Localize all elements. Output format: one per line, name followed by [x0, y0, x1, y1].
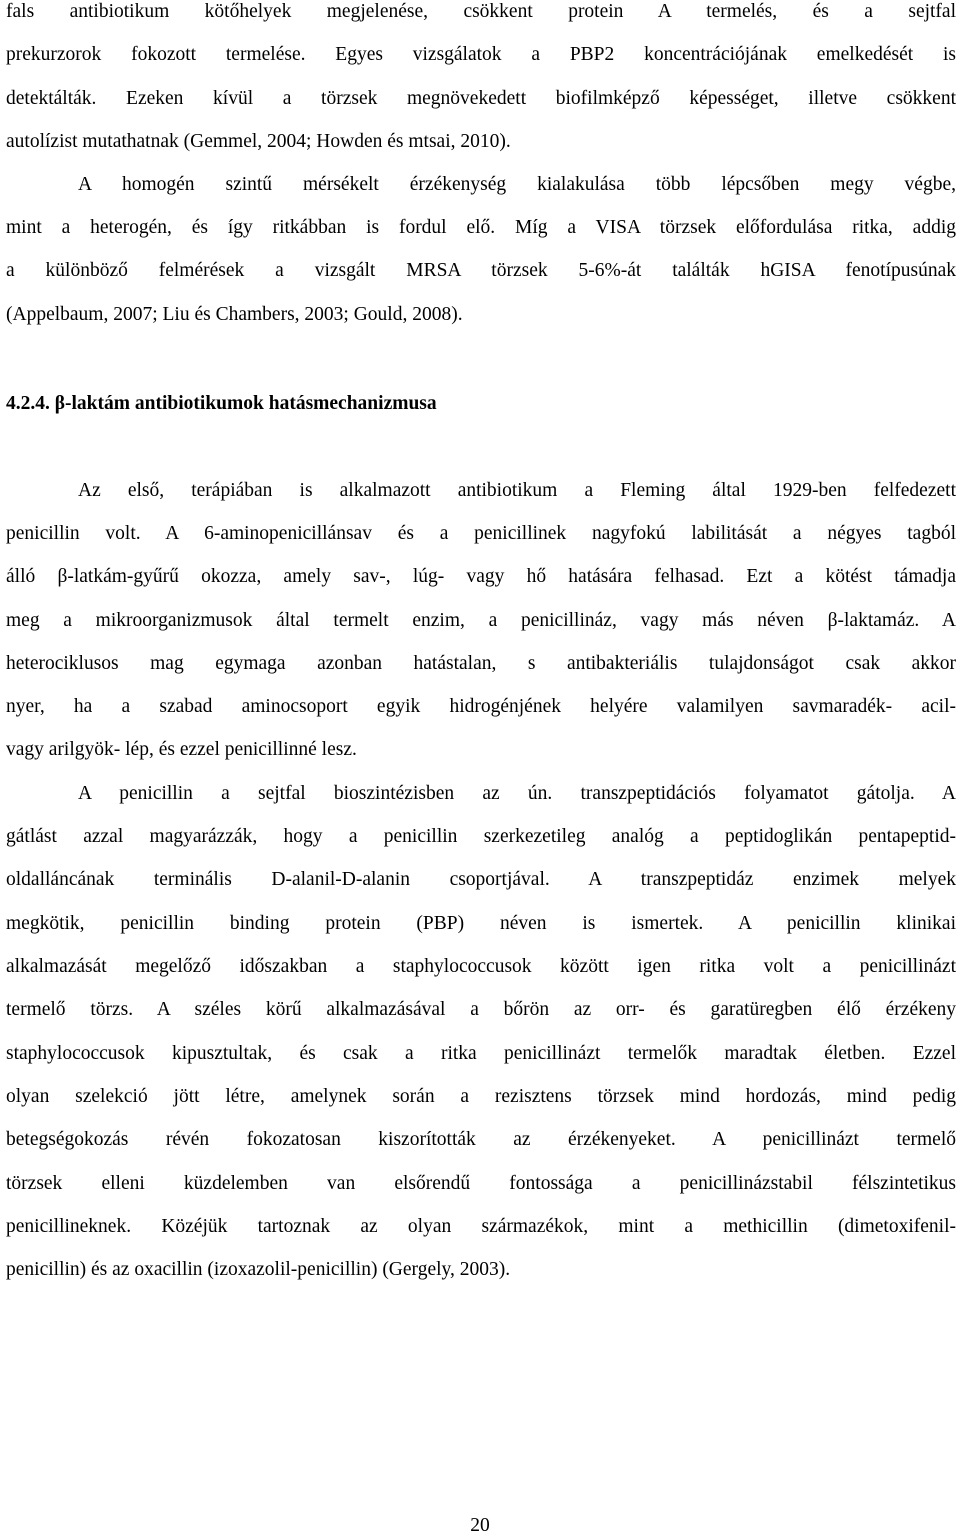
- section-heading: 4.2.4. β-laktám antibiotikumok hatásmechanizmusa: [6, 393, 437, 414]
- body-text-line: megkötik, penicillin binding protein (PBP) néven is ismertek. A penicillin klinikai: [6, 913, 956, 934]
- body-text-line: termelő törzs. A széles körű alkalmazásával a bőrön az orr- és garatüregben élő érzékeny: [6, 999, 956, 1020]
- body-text-line: autolízist mutathatnak (Gemmel, 2004; Howden és mtsai, 2010).: [6, 131, 511, 152]
- body-text-line: betegségokozás révén fokozatosan kiszorították az érzékenyeket. A penicillinázt termelő: [6, 1129, 956, 1150]
- body-text-line: fals antibiotikum kötőhelyek megjelenése, csökkent protein A termelés, és a sejtfal: [6, 1, 956, 22]
- body-text-line: A penicillin a sejtfal bioszintézisben az ún. transzpeptidációs folyamatot gátolja. A: [78, 783, 956, 804]
- body-text-line: penicillin) és az oxacillin (izoxazolil-penicillin) (Gergely, 2003).: [6, 1259, 511, 1280]
- body-text-line: alkalmazását megelőző időszakban a staphylococcusok között igen ritka volt a penicillinázt: [6, 956, 956, 977]
- body-text-line: detektálták. Ezeken kívül a törzsek megnövekedett biofilmképző képességet, illetve csökkent: [6, 88, 956, 109]
- body-text-line: olyan szelekció jött létre, amelynek során a rezisztens törzsek mind hordozás, mind pedig: [6, 1086, 956, 1107]
- body-text-line: penicillin volt. A 6-aminopenicillánsav és a penicillinek nagyfokú labilitását a négyes tagból: [6, 523, 956, 544]
- page-number: 20: [470, 1515, 490, 1536]
- body-text-line: gátlást azzal magyarázzák, hogy a penicillin szerkezetileg analóg a peptidoglikán pentapeptid-: [6, 826, 956, 847]
- body-text-line: mint a heterogén, és így ritkábban is fordul elő. Míg a VISA törzsek előfordulása ritka, addig: [6, 217, 956, 238]
- body-text-line: Az első, terápiában is alkalmazott antibiotikum a Fleming által 1929-ben felfedezett: [78, 480, 956, 501]
- body-text-line: törzsek elleni küzdelemben van elsőrendű fontossága a penicillinázstabil félszintetikus: [6, 1173, 956, 1194]
- body-text-line: (Appelbaum, 2007; Liu és Chambers, 2003; Gould, 2008).: [6, 304, 463, 325]
- body-text-line: meg a mikroorganizmusok által termelt enzim, a penicillináz, vagy más néven β-laktamáz. A: [6, 610, 956, 631]
- body-text-line: a különböző felmérések a vizsgált MRSA törzsek 5-6%-át találták hGISA fenotípusúnak: [6, 260, 956, 281]
- body-text-line: A homogén szintű mérsékelt érzékenység kialakulása több lépcsőben megy végbe,: [78, 174, 956, 195]
- body-text-line: prekurzorok fokozott termelése. Egyes vizsgálatok a PBP2 koncentrációjának emelkedését is: [6, 44, 956, 65]
- body-text-line: nyer, ha a szabad aminocsoport egyik hidrogénjének helyére valamilyen savmaradék- acil-: [6, 696, 956, 717]
- body-text-line: álló β-latkám-gyűrű okozza, amely sav-, lúg- vagy hő hatására felhasad. Ezt a kötést támadja: [6, 566, 956, 587]
- body-text-line: staphylococcusok kipusztultak, és csak a ritka penicillinázt termelők maradtak életben. Ezzel: [6, 1043, 956, 1064]
- body-text-line: heterociklusos mag egymaga azonban hatástalan, s antibakteriális tulajdonságot csak akkor: [6, 653, 956, 674]
- body-text-line: penicillineknek. Közéjük tartoznak az olyan származékok, mint a methicillin (dimetoxifenil-: [6, 1216, 956, 1237]
- body-text-line: oldalláncának terminális D-alanil-D-alanin csoportjával. A transzpeptidáz enzimek melyek: [6, 869, 956, 890]
- body-text-line: vagy arilgyök- lép, és ezzel penicillinné lesz.: [6, 739, 357, 760]
